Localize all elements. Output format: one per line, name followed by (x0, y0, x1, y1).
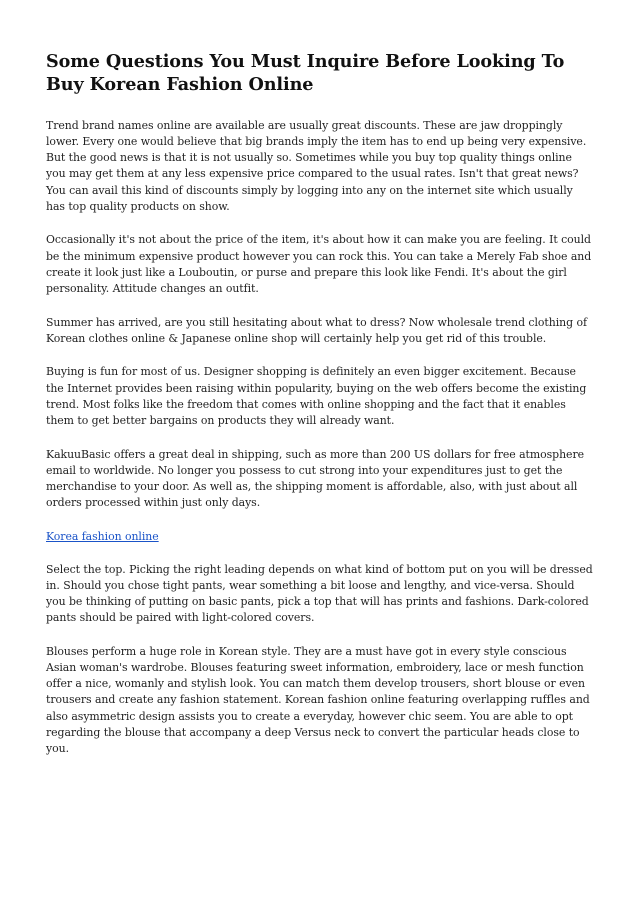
paragraph-1: Trend brand names online are available are usually great discounts. These are jaw droppingly lower. Every one would believe that big brands imply the item has to end up being very expensive. But the good news is that it is not usually so. Sometimes while you buy top quality things online you may get them at any less expensive price compared to the usual rates. Isn't that great news? You can avail this kind of discounts simply by logging into any on the internet site which usually has top quality products on show. (46, 119, 587, 213)
paragraph-2: Occasionally it's not about the price of the item, it's about how it can make you are feeling. It could be the minimum expensive product however you can rock this. You can take a Merely Fab shoe and create it look just like a Louboutin, or purse and prepare this look like Fendi. It's about the girl personality. Attitude changes an outfit. (46, 233, 592, 295)
link-paragraph (46, 529, 594, 545)
paragraph-3: Summer has arrived, are you still hesitating about what to dress? Now wholesale trend clothing of Korean clothes online & Japanese online shop will certainly help you get rid of this trouble. (46, 315, 587, 345)
paragraph-6: Select the top. Picking the right leading depends on what kind of bottom put on you will be dressed in. Should you chose tight pants, wear something a bit loose and lengthy, and vice-versa. Should you be thinking of putting on basic pants, pick a top that will has prints and fashions. Dark-colored pants should be paired with light-colored covers. (46, 562, 593, 625)
paragraph-7: Blouses perform a huge role in Korean style. They are a must have got in every style conscious Asian woman's wardrobe. Blouses featuring sweet information, embroidery, lace or mesh function offer a nice, womanly and stylish look. You can match them develop trousers, short blouse or even trousers and create any fashion statement. Korean fashion online featuring overlapping ruffles and also asymmetric design assists you to create a everyday, however chic seem. You are able to opt regarding the blouse that accompany a deep Versus neck to convert the particular heads close to you. (46, 644, 590, 755)
paragraph-5: KakuuBasic offers a great deal in shipping, such as more than 200 US dollars for free atmosphere email to worldwide. No longer you possess to cut strong into your expenditures just to get the merchandise to your door. As well as, the shipping moment is affordable, also, with just about all orders processed within just only days. (46, 447, 584, 509)
document-title: Some Questions You Must Inquire Before Looking To Buy Korean Fashion Online (46, 51, 565, 95)
paragraph-4: Buying is fun for most of us. Designer shopping is definitely an even bigger excitement. Because the Internet provides been raising within popularity, buying on the web offers become the existing trend. Most folks like the freedom that comes with online shopping and the fact that it enables them to get better bargains on products they will already want. (46, 365, 587, 427)
document-page (46, 50, 594, 775)
korea-fashion-online-link[interactable]: Korea fashion online (46, 529, 159, 543)
